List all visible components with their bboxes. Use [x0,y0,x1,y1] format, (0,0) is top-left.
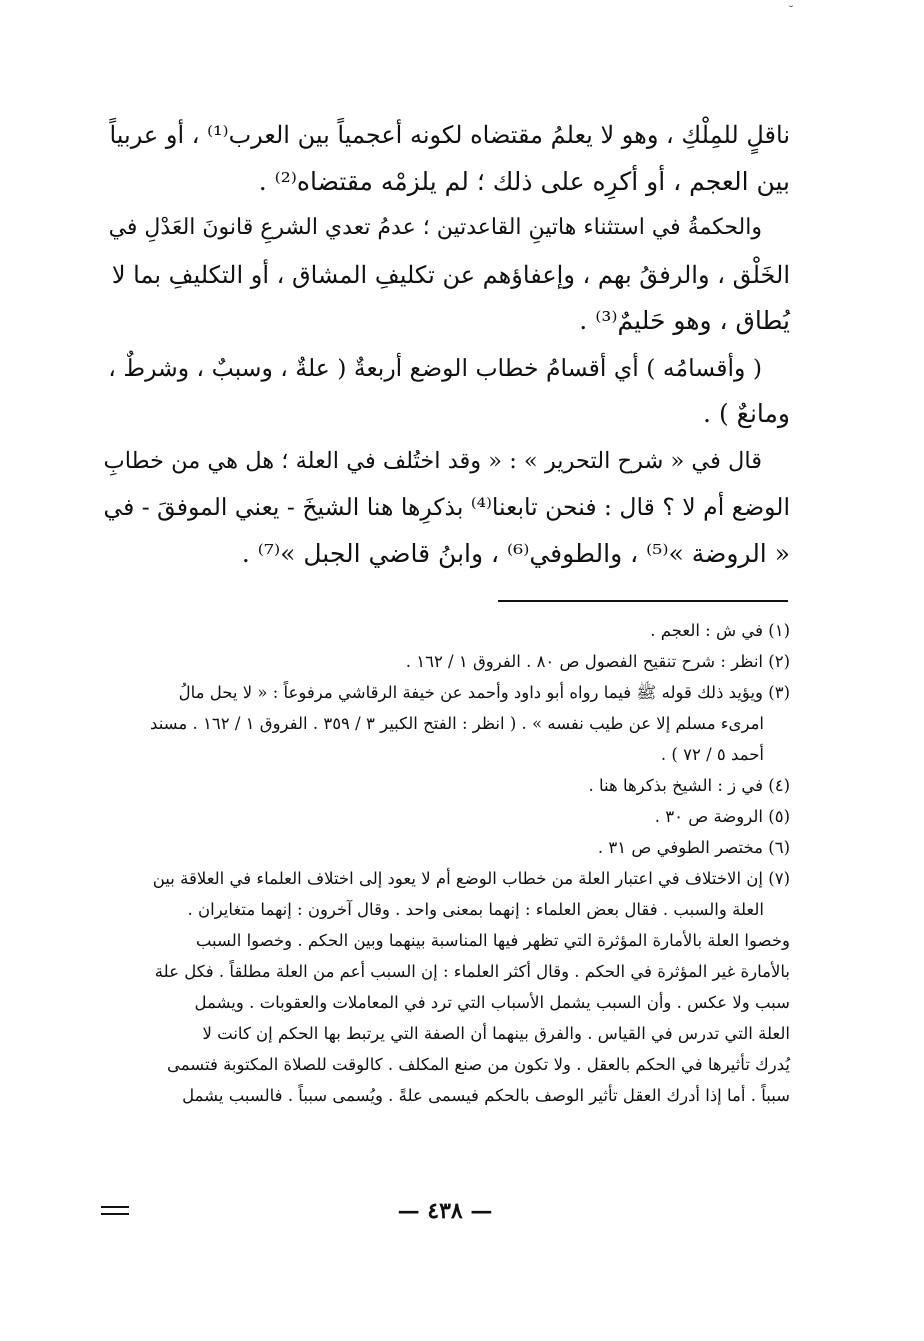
footnote-line: العلة والسبب . فقال بعض العلماء : إنهما بمعنى واحد . وقال آخرون : إنهما متغايران . [187,900,764,919]
main-text-line: ومانعٌ ) . [703,399,790,428]
footnote-line: (٥) الروضة ص ٣٠ . [654,807,790,826]
footnote-line: (٤) في ز : الشيخ بذكرها هنا . [588,776,790,795]
main-text-line: والحكمةُ في استثناء هاتينِ القاعدتين ؛ عدمُ تعدي الشرعِ قانونَ العَدْلِ في [108,215,762,240]
footnote-line: العلة التي تدرس في القياس . والفرق بينهما أن الصفة التي يرتبط بها الحكم إن كانت لا [202,1024,790,1043]
footnote-separator [498,600,788,602]
main-text-line: الخَلْق ، والرفقُ بهم ، وإعفاؤهم عن تكليفِ المشاق ، أو التكليفِ بما لا [111,260,790,289]
footnote-line: سبباً . أما إذا أدرك العقل تأثير الوصف بالحكم فيسمى علةً . ويُسمى سبباً . فالسبب يشمل [182,1086,790,1105]
footnote-line: (٢) انظر : شرح تنقيح الفصول ص ٨٠ . الفروق ١ / ١٦٢ . [405,652,790,671]
footnote-line: بالأمارة غير المؤثرة في الحكم . وقال أكثر العلماء : إن السبب أعم من العلة مطلقاً . فكل علة [154,962,790,981]
footnote-line: (٣) ويؤيد ذلك قوله ﷺ فيما رواه أبو داود وأحمد عن خيفة الرقاشي مرفوعاً : « لا يحل مالُ [178,683,790,702]
page-number: — ٤٣٨ — [397,1198,493,1224]
footnote-line: وخصوا العلة بالأمارة المؤثرة التي تظهر فيها المناسبة بينهما وبين الحكم . وخصوا السبب [195,931,790,950]
main-text-line: قال في « شرح التحرير » : « وقد اختُلف في العلة ؛ هل هي من خطابِ [103,447,762,474]
main-text-line: يُطاق ، وهو حَليمٌ⁽³⁾ . [579,306,790,335]
footnotes-section [100,615,790,1111]
corner-scan-mark: ˘ [788,4,794,18]
footnote-line: أحمد ٥ / ٧٢ ) . [660,745,764,764]
footnote-line: (١) في ش : العجم . [650,621,790,640]
main-text-line: الوضع أم لا ؟ قال : فنحن تابعنا⁽⁴⁾ بذكرِها هنا الشيخَ - يعني الموفقَ - في [103,493,790,521]
continuation-mark [101,1206,129,1215]
footnote-line: يُدرك تأثيرها في الحكم بالعقل . ولا تكون من صنع المكلف . كالوقت للصلاة المكتوبة فتسمى [166,1055,790,1074]
footnote-line: امرىء مسلم إلا عن طيب نفسه » . ( انظر : الفتح الكبير ٣ / ٣٥٩ . الفروق ١ / ١٦٢ . مسند [150,714,764,733]
main-text-line: بين العجم ، أو أكرِه على ذلك ؛ لم يلزمْه مقتضاه⁽²⁾ . [258,166,790,196]
main-text-body [100,112,790,577]
footnote-line: (٧) إن الاختلاف في اعتبار العلة من خطاب الوضع أم لا يعود إلى اختلاف العلماء في العلاقة بين [152,869,790,888]
footnote-line: سبب ولا عكس . وأن السبب يشمل الأسباب التي ترد في المعاملات والعقوبات . ويشمل [194,993,790,1012]
footnote-line: (٦) مختصر الطوفي ص ٣١ . [597,838,790,857]
main-text-line: ناقلٍ للمِلْكِ ، وهو لا يعلمُ مقتضاه لكونه أعجمياً بين العرب⁽¹⁾ ، أو عربياً [109,121,790,149]
main-text-line: « الروضة »⁽⁵⁾ ، والطوفي⁽⁶⁾ ، وابنُ قاضي الجبل »⁽⁷⁾ . [241,538,790,568]
main-text-line: ( وأقسامُه ) أي أقسامُ خطاب الوضع أربعةٌ ( علةٌ ، وسببٌ ، وشرطٌ ، [108,353,762,382]
